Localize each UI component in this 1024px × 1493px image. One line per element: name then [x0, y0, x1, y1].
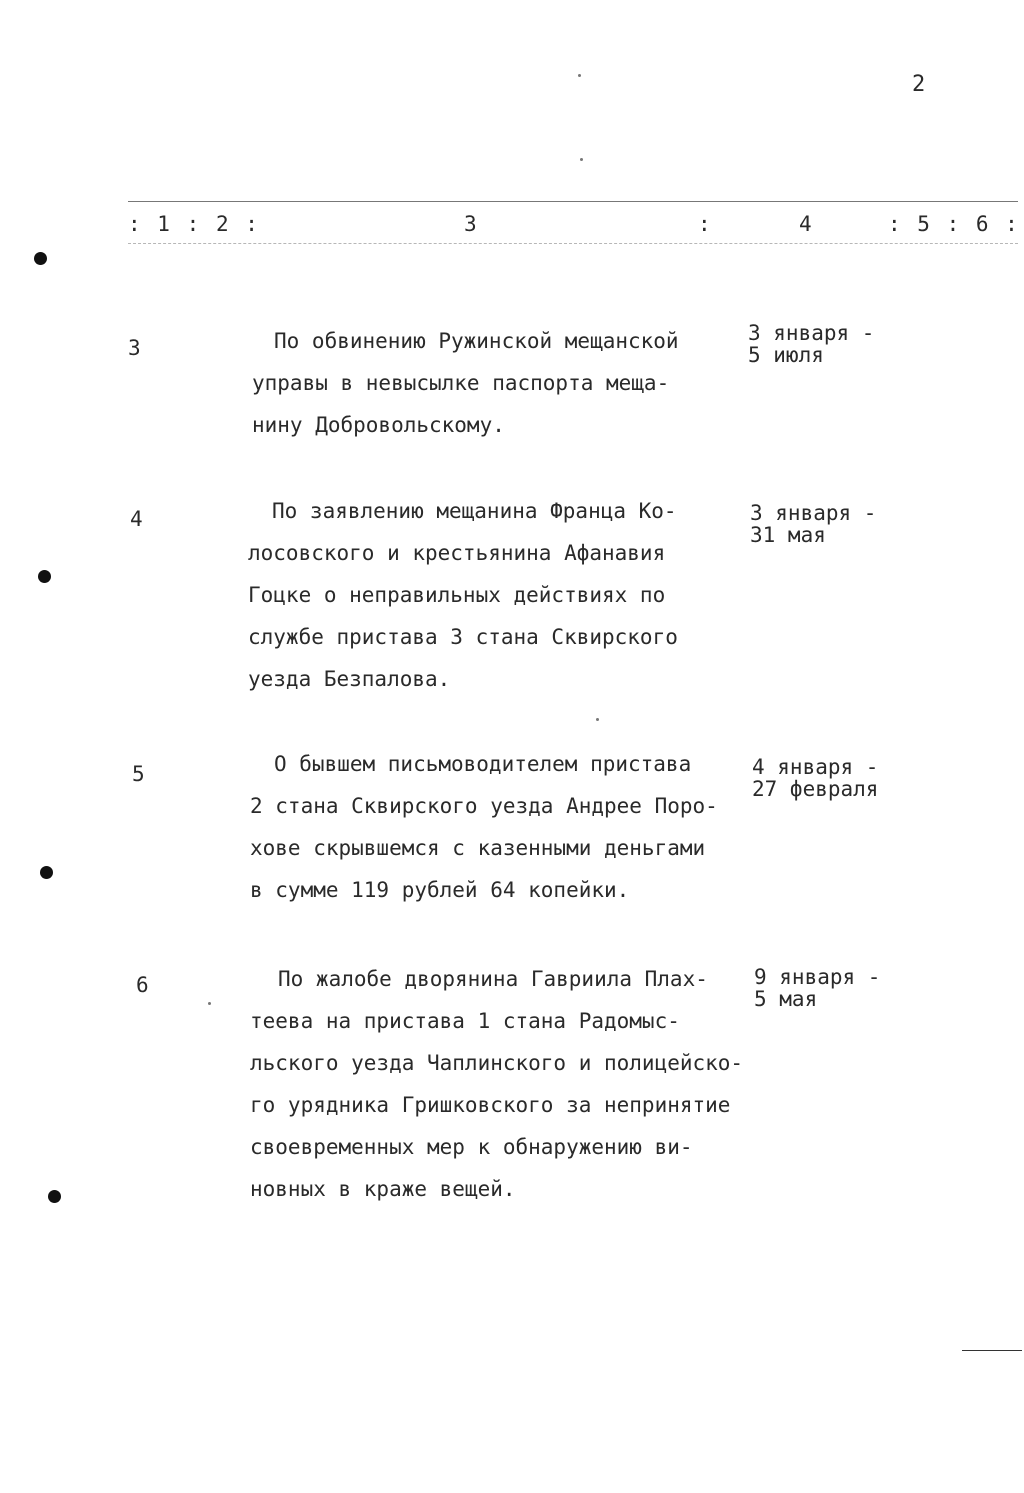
record-dates: 9 января - 5 мая: [754, 965, 881, 1011]
scan-speck: [208, 1002, 211, 1005]
record-line: управы в невысылке паспорта меща-: [252, 371, 670, 395]
record-dates: 4 января - 27 февраля: [752, 755, 879, 801]
record-line: О бывшем письмоводителем пристава: [274, 752, 692, 776]
scan-speck: [578, 74, 581, 77]
table-header-rule-bottom: [128, 243, 1018, 244]
row-number: 5: [132, 762, 145, 786]
record-dates: 3 января - 31 мая: [750, 501, 877, 547]
record-line: Гоцке о неправильных действиях по: [248, 583, 666, 607]
record-line: уезда Безпалова.: [248, 667, 451, 691]
record-line: теева на пристава 1 стана Радомыс-: [250, 1009, 680, 1033]
record-description: [250, 743, 718, 911]
record-line: го урядника Гришковского за непринятие: [250, 1093, 731, 1117]
ink-mark: [962, 1350, 1022, 1351]
record-line: службе пристава 3 стана Сквирского: [248, 625, 678, 649]
record-line: хове скрывшемся с казенными деньгами: [250, 836, 706, 860]
record-line: новных в краже вещей.: [250, 1177, 516, 1201]
punch-hole: [40, 866, 53, 879]
column-header-5-6: : 5 : 6 :: [888, 212, 1020, 236]
record-line: По обвинению Ружинской мещанской: [274, 329, 679, 353]
record-line: своевременных мер к обнаружению ви-: [250, 1135, 693, 1159]
record-line: в сумме 119 рублей 64 копейки.: [250, 878, 630, 902]
column-header-4: 4: [799, 212, 814, 236]
row-number: 6: [136, 973, 149, 997]
record-line: льского уезда Чаплинского и полицейско-: [250, 1051, 744, 1075]
column-header-2: 2 :: [216, 212, 260, 236]
row-number: 4: [130, 507, 143, 531]
column-separator: :: [698, 212, 713, 236]
scan-speck: [596, 718, 599, 721]
column-header-1: : 1 :: [128, 212, 202, 236]
record-description: [252, 320, 679, 446]
record-line: По жалобе дворянина Гавриила Плах-: [278, 967, 708, 991]
record-description: [250, 958, 743, 1210]
table-header-rule-top: [128, 201, 1018, 202]
record-description: [248, 490, 678, 700]
record-line: По заявлению мещанина Франца Ко-: [272, 499, 677, 523]
record-line: лосовского и крестьянина Афанавия: [248, 541, 666, 565]
record-line: 2 стана Сквирского уезда Андрее Поро-: [250, 794, 718, 818]
punch-hole: [38, 570, 51, 583]
record-line: нину Добровольскому.: [252, 413, 505, 437]
punch-hole: [34, 252, 47, 265]
record-dates: 3 января - 5 июля: [748, 321, 875, 367]
page-number: 2: [912, 72, 926, 97]
punch-hole: [48, 1190, 61, 1203]
column-header-3: 3: [464, 212, 479, 236]
row-number: 3: [128, 336, 141, 360]
scan-speck: [580, 158, 583, 161]
